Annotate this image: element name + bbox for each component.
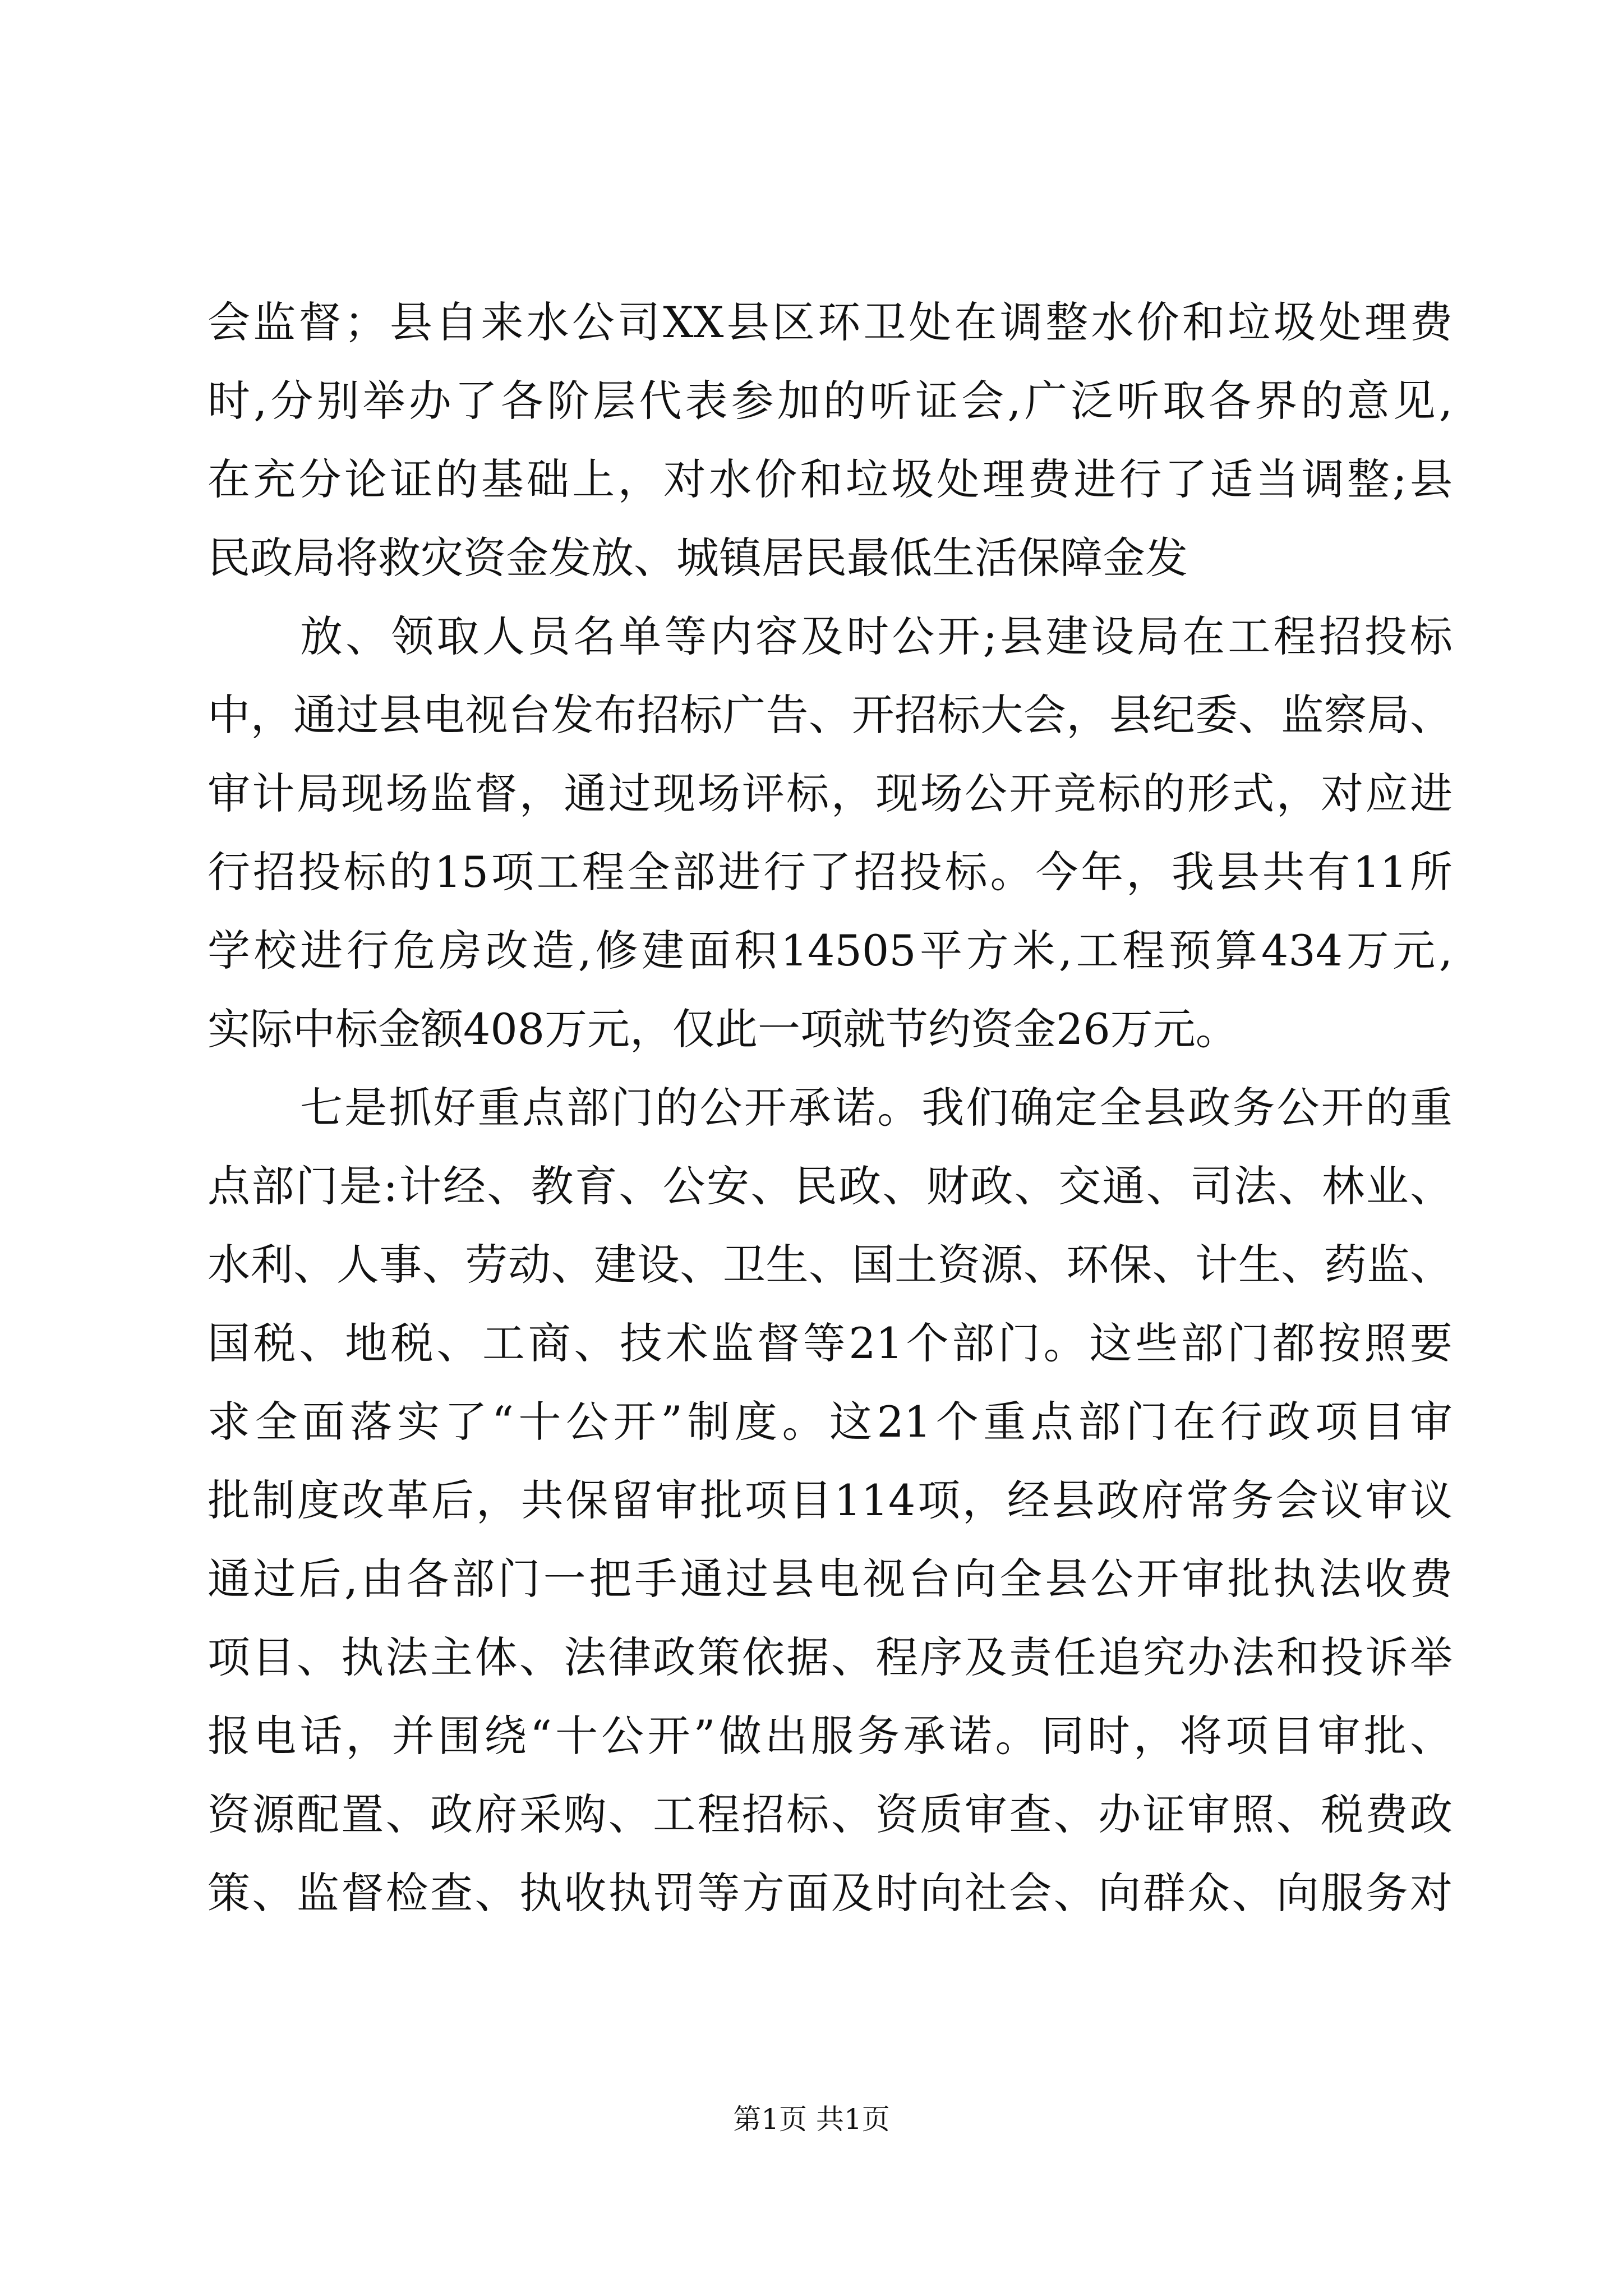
paragraph-3 [208,1069,1453,1932]
text-line: 策、监督检查、执收执罚等方面及时向社会、向群众、向服务对 [208,1868,1453,1918]
paragraph-1 [208,283,1453,597]
text-line: 求全面落实了“十公开”制度。这21个重点部门在行政项目审 [208,1397,1453,1447]
text-line: 批制度改革后，共保留审批项目114项，经县政府常务会议审议 [208,1475,1453,1525]
text-line: 通过后,由各部门一把手通过县电视台向全县公开审批执法收费 [208,1554,1453,1604]
text-line: 国税、地税、工商、技术监督等21个部门。这些部门都按照要 [208,1318,1453,1368]
text-line: 在充分论证的基础上，对水价和垃圾处理费进行了适当调整;县 [208,454,1453,504]
document-body [208,283,1453,1932]
text-line: 报电话，并围绕“十公开”做出服务承诺。同时，将项目审批、 [208,1711,1453,1761]
text-line: 放、领取人员名单等内容及时公开;县建设局在工程招投标 [300,611,1453,661]
text-line: 实际中标金额408万元，仅此一项就节约资金26万元。 [208,1004,1238,1054]
text-line: 学校进行危房改造,修建面积14505平方米,工程预算434万元, [208,926,1453,976]
paragraph-2 [208,597,1453,1069]
text-line: 资源配置、政府采购、工程招标、资质审查、办证审照、税费政 [208,1789,1453,1839]
text-line: 行招投标的15项工程全部进行了招投标。今年，我县共有11所 [208,847,1453,897]
text-line: 七是抓好重点部门的公开承诺。我们确定全县政务公开的重 [300,1083,1453,1133]
page-footer [0,2102,1623,2136]
text-line: 审计局现场监督，通过现场评标，现场公开竞标的形式，对应进 [208,769,1453,818]
text-line: 民政局将救灾资金发放、城镇居民最低生活保障金发 [208,533,1188,583]
text-line: 项目、执法主体、法律政策依据、程序及责任追究办法和投诉举 [208,1632,1453,1682]
text-line: 点部门是:计经、教育、公安、民政、财政、交通、司法、林业、 [208,1161,1453,1211]
page-number-label: 第1页 共1页 [733,2103,890,2136]
text-line: 水利、人事、劳动、建设、卫生、国土资源、环保、计生、药监、 [208,1240,1453,1290]
text-line: 中，通过县电视台发布招标广告、开招标大会，县纪委、监察局、 [208,690,1453,740]
text-line: 时,分别举办了各阶层代表参加的听证会,广泛听取各界的意见, [208,376,1453,426]
text-line: 会监督；县自来水公司XX县区环卫处在调整水价和垃圾处理费 [208,297,1453,347]
